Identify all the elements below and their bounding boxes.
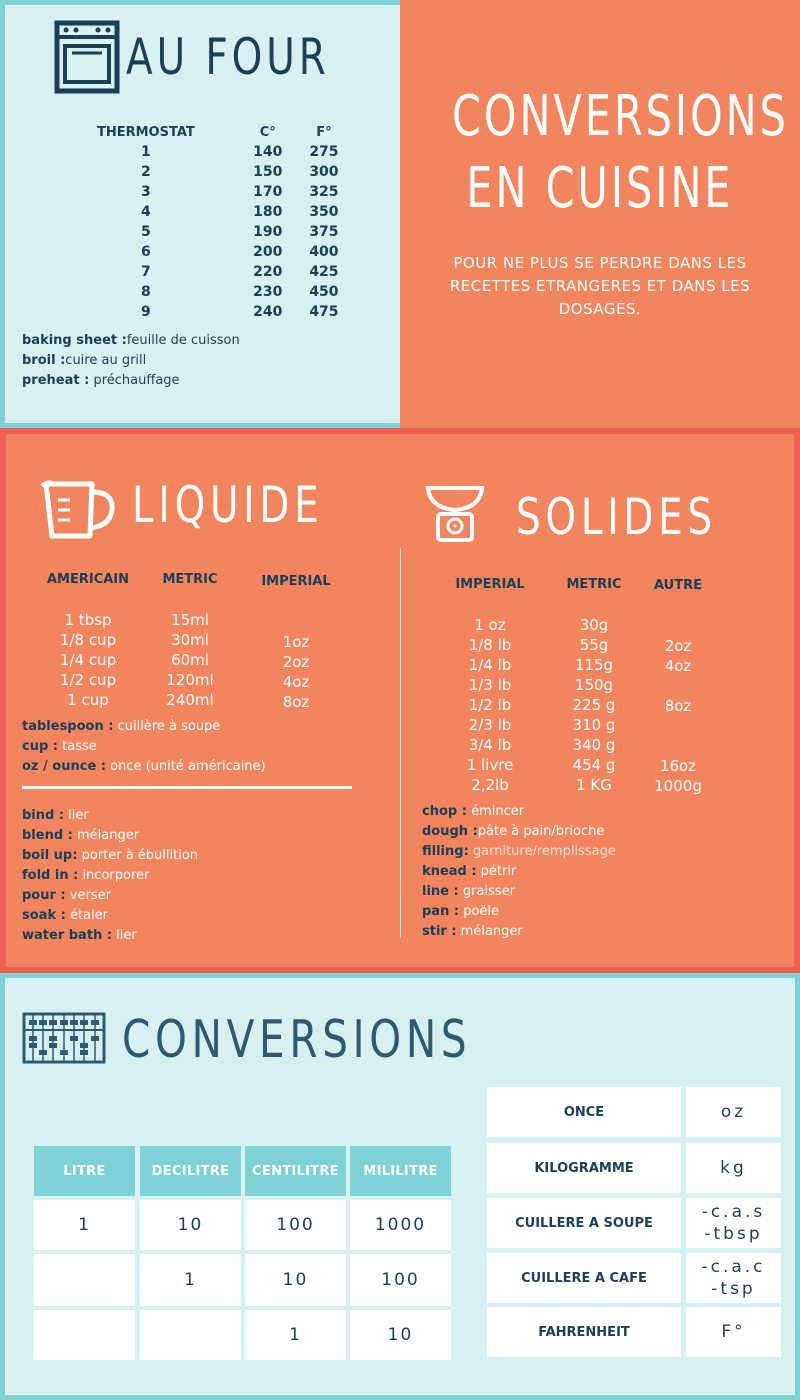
cell: 30g — [579, 616, 609, 634]
cell: 1oz — [282, 633, 310, 651]
cell: 1 cup — [67, 691, 109, 709]
cell: 1/2 lb — [468, 696, 512, 714]
column-header: METRIC — [162, 572, 218, 587]
hero-title-line2: EN CUISINE — [466, 156, 734, 221]
cell: 7 — [140, 264, 151, 280]
solids-metric-column — [554, 615, 634, 795]
glossary-term: fold in : — [22, 868, 79, 883]
cell: 425 — [309, 264, 339, 280]
cell: 1 tbsp — [64, 611, 112, 629]
cell: 5 — [140, 224, 151, 240]
cell: 2oz — [664, 637, 692, 655]
glossary-item — [22, 926, 198, 946]
cell: 2 — [140, 164, 151, 180]
cell: 220 — [253, 264, 283, 280]
table-row — [52, 182, 352, 202]
cell: 60ml — [171, 651, 209, 669]
cell: 350 — [309, 204, 339, 220]
column-header: MILILITRE — [350, 1146, 451, 1196]
cell: 450 — [309, 284, 339, 300]
cell: 1000g — [654, 777, 702, 795]
glossary-def: mélanger — [456, 924, 523, 939]
glossary-term: bind : — [22, 808, 65, 823]
glossary-def: incorporer — [78, 868, 150, 883]
cell: 170 — [253, 184, 283, 200]
glossary-term: dough : — [422, 824, 478, 839]
cell: 454 g — [572, 756, 616, 774]
table-row — [52, 142, 352, 162]
column-header: AMERICAIN — [46, 572, 130, 587]
cell: 10 — [140, 1200, 241, 1250]
unit-symbol — [686, 1143, 781, 1193]
glossary-item — [22, 351, 240, 371]
glossary-def: émincer — [466, 804, 525, 819]
glossary-def: graisser — [458, 884, 515, 899]
cell: 240 — [253, 304, 283, 320]
cell: 115g — [574, 656, 614, 674]
glossary-def: verser — [65, 888, 111, 903]
abacus-icon — [22, 1012, 106, 1064]
glossary-term: tablespoon : — [22, 719, 114, 734]
solids-imperial-column — [440, 615, 540, 795]
cell: 10 — [350, 1310, 451, 1360]
cell: 1/3 lb — [468, 676, 512, 694]
cell: 240ml — [166, 691, 214, 709]
oven-temperature-table — [52, 122, 352, 322]
hero-section — [400, 0, 800, 428]
cell: 8 — [140, 284, 151, 300]
liquid-title: LIQUIDE — [132, 476, 324, 534]
column-header: CENTILITRE — [245, 1146, 346, 1196]
cell: 1/4 cup — [59, 651, 117, 669]
unit-symbol-text: -c.a.s — [701, 1202, 766, 1222]
cell: 10 — [245, 1254, 346, 1306]
cell: 1 — [140, 144, 151, 160]
liquid-metric-column — [150, 610, 230, 710]
table-row — [52, 262, 352, 282]
cell: 16oz — [659, 757, 697, 775]
cell — [640, 616, 716, 636]
unit-label: CUILLERE A SOUPE — [487, 1198, 681, 1248]
cell: 1 KG — [576, 776, 612, 794]
glossary-term: broil : — [22, 353, 66, 368]
cell: 100 — [350, 1254, 451, 1306]
glossary-term: stir : — [422, 924, 457, 939]
cell: 15ml — [171, 611, 209, 629]
measuring-cup-icon — [40, 478, 120, 540]
glossary-def: pâte à pain/brioche — [477, 824, 605, 839]
cell: 1 — [34, 1200, 135, 1250]
glossary-def: préchauffage — [89, 373, 180, 388]
cell: 2/3 lb — [468, 716, 512, 734]
glossary-def: feuille de cuisson — [126, 333, 240, 348]
glossary-item — [422, 822, 616, 842]
cell: 140 — [253, 144, 283, 160]
glossary-item — [422, 842, 616, 862]
glossary-term: pan : — [422, 904, 460, 919]
glossary-term: line : — [422, 884, 459, 899]
cell — [34, 1254, 135, 1306]
cell: 300 — [309, 164, 339, 180]
cell: 400 — [309, 244, 339, 260]
table-row — [52, 202, 352, 222]
unit-symbol-text: oz — [720, 1102, 747, 1122]
column-header: F° — [316, 124, 332, 140]
cell: 1 oz — [474, 616, 506, 634]
cell — [140, 1310, 241, 1360]
cell: 1000 — [350, 1200, 451, 1250]
glossary-def: lier — [64, 808, 89, 823]
glossary-item — [22, 371, 240, 391]
cell: 3/4 lb — [468, 736, 512, 754]
unit-label: KILOGRAMME — [487, 1143, 681, 1193]
glossary-item — [22, 866, 198, 886]
glossary-item — [422, 802, 616, 822]
glossary-term: preheat : — [22, 373, 90, 388]
cell: 200 — [253, 244, 283, 260]
column-header: LITRE — [34, 1146, 135, 1196]
oven-title: AU FOUR — [126, 28, 330, 86]
cell: 100 — [245, 1200, 346, 1250]
cell — [640, 676, 716, 696]
glossary-def: poële — [459, 904, 500, 919]
glossary-def: lier — [112, 928, 137, 943]
cell: 180 — [253, 204, 283, 220]
unit-label: ONCE — [487, 1087, 681, 1137]
cell: 4 — [140, 204, 151, 220]
cell: 120ml — [166, 671, 214, 689]
unit-symbol — [686, 1198, 781, 1248]
glossary-term: chop : — [422, 804, 467, 819]
cell: 310 g — [572, 716, 616, 734]
cell: 1/8 cup — [59, 631, 117, 649]
glossary-def: garniture/remplissage — [468, 844, 616, 859]
glossary-item — [422, 922, 616, 942]
cell: 1 — [245, 1310, 346, 1360]
solids-glossary — [422, 802, 616, 942]
glossary-def: cuillère à soupe — [113, 719, 221, 734]
cell: 55g — [579, 636, 609, 654]
column-header: C° — [259, 124, 276, 140]
glossary-def: mélanger — [72, 828, 140, 843]
cell: 4oz — [282, 673, 310, 691]
cell: 30ml — [171, 631, 209, 649]
glossary-def: étaler — [65, 908, 108, 923]
glossary-term: water bath : — [22, 928, 113, 943]
cell: 475 — [309, 304, 339, 320]
glossary-term: filling: — [422, 844, 469, 859]
glossary-item — [22, 737, 266, 757]
cell — [34, 1310, 135, 1360]
liquid-americain-column — [36, 610, 140, 710]
glossary-item — [22, 846, 198, 866]
cell: 9 — [140, 304, 151, 320]
glossary-term: pour : — [22, 888, 66, 903]
unit-symbol — [686, 1307, 781, 1357]
cell: 4oz — [664, 657, 692, 675]
unit-symbol-text: -c.a.c — [701, 1257, 766, 1277]
cell: 1/4 lb — [468, 656, 512, 674]
column-header: DECILITRE — [140, 1146, 241, 1196]
column-header: THERMOSTAT — [96, 124, 195, 140]
glossary-item — [22, 826, 198, 846]
cell — [250, 612, 342, 632]
liquid-glossary-1 — [22, 717, 266, 777]
conversions-title: CONVERSIONS — [122, 1010, 472, 1070]
cell: 1 — [140, 1254, 241, 1306]
glossary-item — [22, 331, 240, 351]
table-row — [52, 162, 352, 182]
glossary-term: blend : — [22, 828, 73, 843]
cell: 1/2 cup — [59, 671, 117, 689]
glossary-item — [22, 757, 266, 777]
column-header: IMPERIAL — [455, 577, 525, 592]
glossary-item — [22, 717, 266, 737]
solids-autre-column — [640, 616, 716, 796]
unit-symbol-text: F° — [721, 1322, 746, 1342]
oven-glossary — [22, 331, 240, 391]
glossary-term: soak : — [22, 908, 66, 923]
column-header: AUTRE — [654, 578, 702, 593]
table-row — [52, 242, 352, 262]
cell: 375 — [309, 224, 339, 240]
glossary-item — [422, 902, 616, 922]
cell: 1 livre — [466, 756, 514, 774]
kitchen-scale-icon — [424, 484, 486, 544]
hero-title-line1: CONVERSIONS — [452, 84, 789, 149]
cell — [640, 716, 716, 736]
column-header: IMPERIAL — [261, 574, 331, 589]
liquid-imperial-column — [250, 612, 342, 712]
unit-symbol-text: kg — [720, 1158, 747, 1178]
cell: 275 — [309, 144, 339, 160]
table-row — [52, 282, 352, 302]
oven-icon — [54, 20, 120, 94]
divider — [400, 548, 401, 938]
glossary-term: cup : — [22, 739, 58, 754]
cell: 225 g — [572, 696, 616, 714]
glossary-item — [22, 886, 198, 906]
column-header: METRIC — [566, 577, 622, 592]
glossary-item — [422, 882, 616, 902]
glossary-item — [22, 806, 198, 826]
cell: 8oz — [664, 697, 692, 715]
glossary-item — [22, 906, 198, 926]
unit-label: FAHRENHEIT — [487, 1307, 681, 1357]
glossary-def: pétrir — [476, 864, 517, 879]
divider — [22, 786, 352, 789]
cell: 2oz — [282, 653, 310, 671]
glossary-term: baking sheet : — [22, 333, 127, 348]
glossary-def: once (unité américaine) — [106, 759, 266, 774]
unit-symbol-text: -tbsp — [704, 1224, 763, 1244]
liquid-glossary-2 — [22, 806, 198, 946]
unit-symbol — [686, 1253, 781, 1303]
cell: 2,2lb — [471, 776, 509, 794]
cell: 325 — [309, 184, 339, 200]
cell: 190 — [253, 224, 283, 240]
unit-symbol-text: -tsp — [711, 1279, 756, 1299]
cell: 150g — [574, 676, 614, 694]
glossary-def: cuire au grill — [65, 353, 147, 368]
glossary-item — [422, 862, 616, 882]
cell: 340 g — [572, 736, 616, 754]
table-row — [52, 302, 352, 322]
cell: 150 — [253, 164, 283, 180]
cell: 1/8 lb — [468, 636, 512, 654]
cell — [640, 736, 716, 756]
glossary-term: boil up: — [22, 848, 78, 863]
table-row — [52, 222, 352, 242]
cell: 3 — [140, 184, 151, 200]
hero-subtitle: POUR NE PLUS SE PERDRE DANS LES RECETTES ETRANGERES ET DANS LES DOSAGES. — [449, 254, 751, 318]
glossary-term: oz / ounce : — [22, 759, 106, 774]
glossary-term: knead : — [422, 864, 477, 879]
unit-symbol — [686, 1087, 781, 1137]
glossary-def: tasse — [58, 739, 97, 754]
unit-label: CUILLERE A CAFE — [487, 1253, 681, 1303]
solids-title: SOLIDES — [516, 488, 717, 546]
glossary-def: porter à ébullition — [77, 848, 199, 863]
cell: 6 — [140, 244, 151, 260]
cell: 230 — [253, 284, 283, 300]
cell: 8oz — [282, 693, 310, 711]
